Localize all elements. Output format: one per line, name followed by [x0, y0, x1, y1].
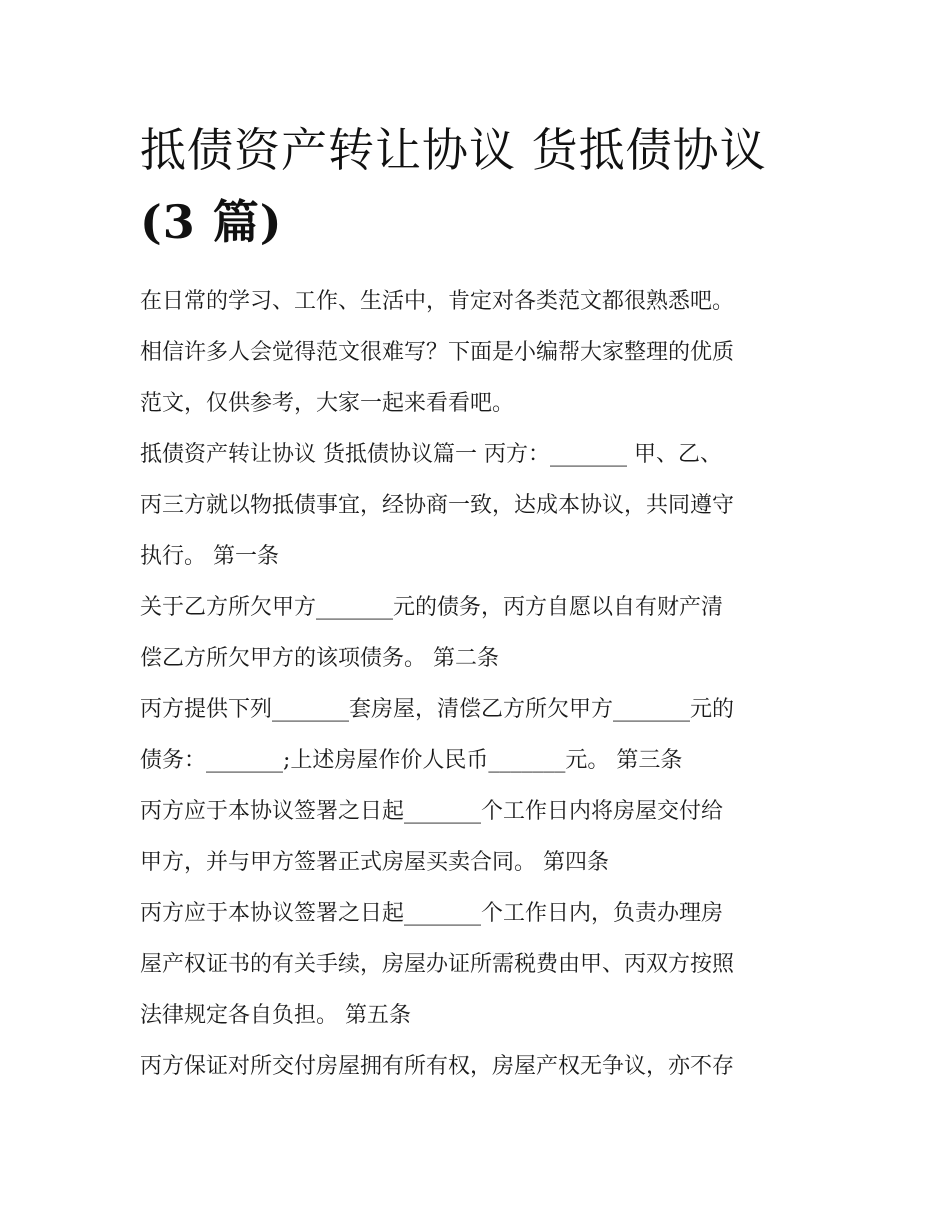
body-line: 抵债资产转让协议 货抵债协议篇一 丙方：_______ 甲、乙、	[140, 442, 722, 467]
document-body	[140, 276, 840, 1092]
body-line: 甲方，并与甲方签署正式房屋买卖合同。 第四条	[140, 850, 609, 875]
body-line: 丙方应于本协议签署之日起_______个工作日内将房屋交付给	[140, 799, 724, 824]
document-title	[140, 114, 840, 258]
body-line: 丙方应于本协议签署之日起_______个工作日内，负责办理房	[140, 901, 724, 926]
body-line: 在日常的学习、工作、生活中，肯定对各类范文都很熟悉吧。	[140, 289, 735, 314]
body-line: 偿乙方所欠甲方的该项债务。 第二条	[140, 646, 499, 671]
title-line-1: 抵债资产转让协议 货抵债协议	[140, 123, 767, 177]
body-line: 关于乙方所欠甲方_______元的债务，丙方自愿以自有财产清	[140, 595, 724, 620]
body-line: 屋产权证书的有关手续，房屋办证所需税费由甲、丙双方按照	[140, 952, 735, 977]
body-line: 执行。 第一条	[140, 544, 279, 569]
body-line: 法律规定各自负担。 第五条	[140, 1003, 411, 1028]
body-line: 丙三方就以物抵债事宜，经协商一致，达成本协议，共同遵守	[140, 493, 735, 518]
body-line: 丙方提供下列_______套房屋，清偿乙方所欠甲方_______元的	[140, 697, 735, 722]
body-line: 范文，仅供参考，大家一起来看看吧。	[140, 391, 515, 416]
title-line-2: (3 篇)	[140, 195, 283, 249]
body-line: 债务：_______;上述房屋作价人民币_______元。 第三条	[140, 748, 683, 773]
body-line: 丙方保证对所交付房屋拥有所有权，房屋产权无争议，亦不存	[140, 1054, 735, 1079]
body-line: 相信许多人会觉得范文很难写？下面是小编帮大家整理的优质	[140, 340, 735, 365]
